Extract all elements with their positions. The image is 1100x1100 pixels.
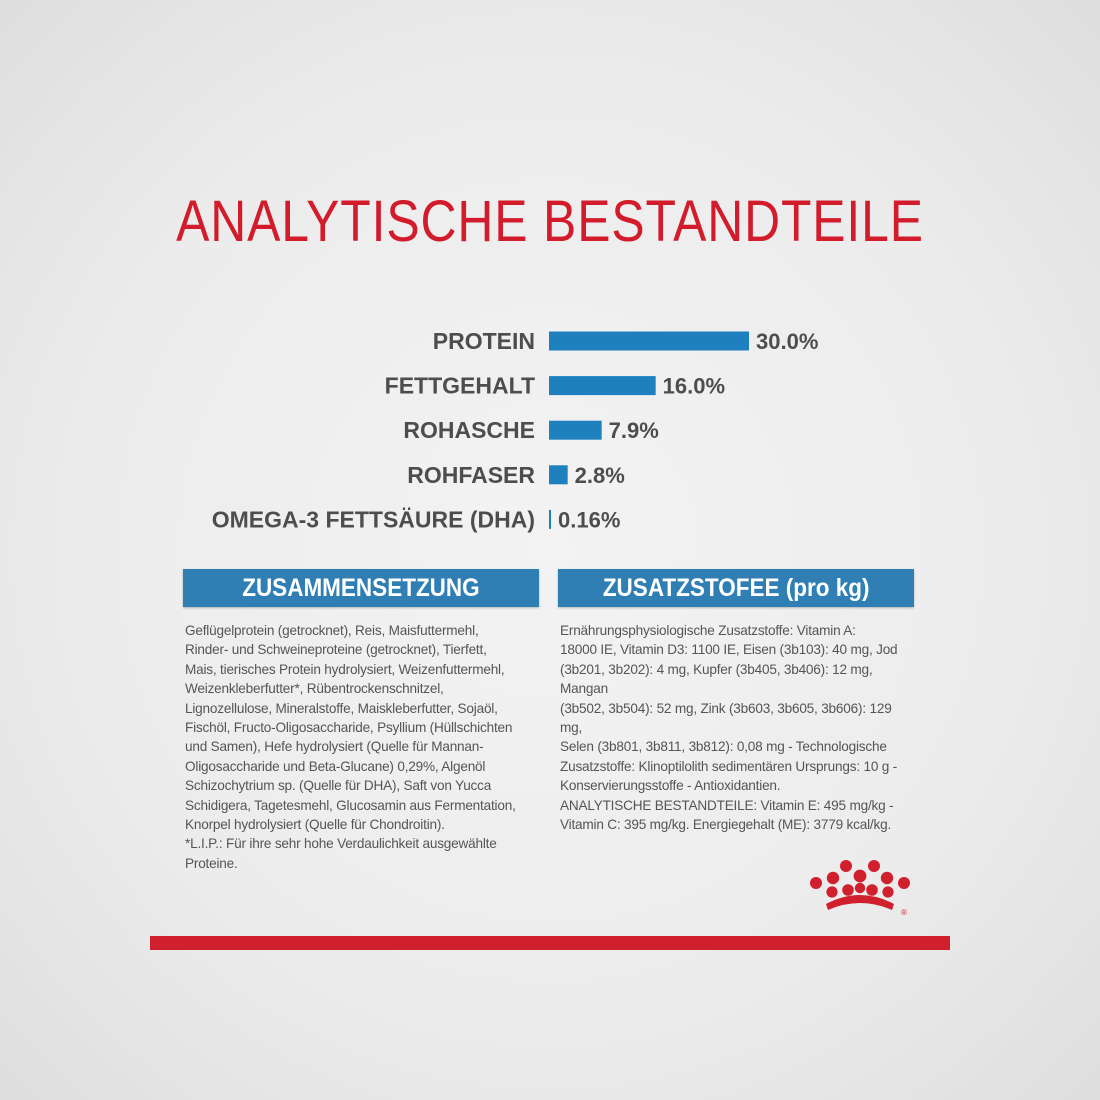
composition-line: Knorpel hydrolysiert (Quelle für Chondroitin). [185,817,445,833]
additives-line: Selen (3b801, 3b811, 3b812): 0,08 mg - Technologische [560,739,887,755]
bar [549,465,568,484]
category-label: FETTGEHALT [384,372,535,399]
bar [549,510,551,529]
bar-value-label: 16.0% [662,373,726,399]
composition-text [185,621,537,873]
additives-heading: ZUSATZSTOFEE (pro kg) [558,569,914,607]
category-label: ROHFASER [407,461,535,488]
additives-line: Konservierungsstoffe - Antioxidantien. [560,778,781,794]
composition-line: Rinder- und Schweineproteine (getrocknet), Tierfett, [185,642,487,658]
composition-line: Lignozellulose, Mineralstoffe, Maiskleberfutter, Sojaöl, [185,700,498,716]
bar-value-label: 0.16% [558,507,621,533]
category-label: ROHASCHE [403,417,535,444]
bar-value-label: 7.9% [608,418,659,444]
registered-mark: ® [901,908,907,917]
category-label: OMEGA-3 FETTSÄURE (DHA) [211,506,535,533]
page-title: ANALYTISCHE BESTANDTEILE [176,189,924,254]
additives-line: Ernährungsphysiologische Zusatzstoffe: Vitamin A: [560,623,856,638]
composition-heading: ZUSAMMENSETZUNG [183,569,539,607]
composition-line: Oligosaccharide und Beta-Glucane) 0,29%, Algenöl [185,758,486,774]
bar [549,376,656,395]
composition-line: Schizochytrium sp. (Quelle für DHA), Saft von Yucca [185,778,492,794]
composition-line: Schidigera, Tagetesmehl, Glucosamin aus Fermentation, [185,797,516,813]
bar-value-label: 30.0% [756,329,819,354]
bar [549,332,749,351]
composition-line: Fischöl, Fructo-Oligosaccharide, Psyllium (Hüllschichten [185,720,513,736]
additives-line: (3b201, 3b202): 4 mg, Kupfer (3b405, 3b406): 12 mg, Mangan [560,661,873,697]
footer-red-line [150,936,950,950]
composition-line: Geflügelprotein (getrocknet), Reis, Maisfuttermehl, [185,623,479,638]
bar-value-label: 2.8% [574,462,625,488]
crown-logo [806,858,914,918]
composition-line: und Samen), Hefe hydrolysiert (Quelle für Mannan- [185,739,484,755]
additives-line: 18000 IE, Vitamin D3: 1100 IE, Eisen (3b103): 40 mg, Jod [560,642,898,658]
composition-line: Proteine. [185,855,238,871]
additives-line: (3b502, 3b504): 52 mg, Zink (3b603, 3b605, 3b606): 129 mg, [560,700,892,736]
composition-line: Weizenkleberfutter*, Rübentrockenschnitzel, [185,681,444,697]
composition-line: Mais, tierisches Protein hydrolysiert, Weizenfuttermehl, [185,661,505,677]
category-label: PROTEIN [432,328,535,354]
composition-line: *L.I.P.: Für ihre sehr hohe Verdaulichkeit ausgewählte [185,836,497,852]
bar [549,421,602,440]
additives-line: Zusatzstoffe: Klinoptilolith sedimentären Ursprungs: 10 g - [560,758,898,774]
additives-line: Vitamin C: 395 mg/kg. Energiegehalt (ME): 3779 kcal/kg. [560,817,892,833]
additives-line: ANALYTISCHE BESTANDTEILE: Vitamin E: 495 mg/kg - [560,797,894,813]
additives-text [560,621,912,834]
